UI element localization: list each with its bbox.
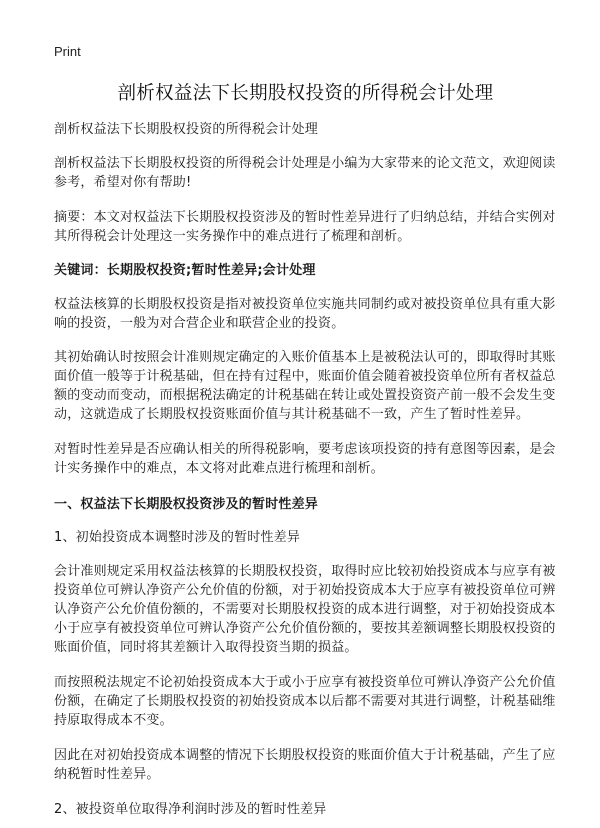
article-title: 剖析权益法下长期股权投资的所得税会计处理 [117, 83, 494, 104]
intro-paragraph: 剖析权益法下长期股权投资的所得税会计处理是小编为大家带来的论文范文，欢迎阅读参考，希望对你有帮助! [54, 156, 556, 190]
body-paragraph: 会计准则规定采用权益法核算的长期股权投资，取得时应比较初始投资成本与应享有被投资单位可辨认净资产公允价值的份额，对于初始投资成本大于应享有被投资单位可辨认净资产公允价值份额的，不需要对长期股权投资的成本进行调整，对于初始投资成本小于应享有被投资单位可辨认净资产公允价值份额的，要按其差额调整长期股权投资的账面价值，同时将其差额计入取得投资当期的损益。 [54, 564, 556, 655]
subsection-heading: 1、初始投资成本调整时涉及的暂时性差异 [54, 530, 301, 545]
keywords-line: 关键词：长期股权投资;暂时性差异;会计处理 [54, 263, 316, 278]
body-paragraph: 权益法核算的长期股权投资是指对被投资单位实施共同制约或对被投资单位具有重大影响的投资，一般为对合营企业和联营企业的投资。 [54, 297, 556, 331]
body-paragraph: 而按照税法规定不论初始投资成本大于或小于应享有被投资单位可辨认净资产公允价值份额，在确定了长期股权投资的初始投资成本以后都不需要对其进行调整，计税基础维持原取得成本不变。 [54, 675, 556, 728]
subsection-heading: 2、被投资单位取得净利润时涉及的暂时性差异 [54, 802, 327, 817]
abstract-paragraph: 摘要：本文对权益法下长期股权投资涉及的暂时性差异进行了归纳总结，并结合实例对其所得税会计处理这一实务操作中的难点进行了梳理和剖析。 [54, 210, 556, 244]
article-subtitle: 剖析权益法下长期股权投资的所得税会计处理 [54, 122, 319, 137]
section-heading: 一、权益法下长期股权投资涉及的暂时性差异 [54, 497, 319, 512]
body-paragraph: 其初始确认时按照会计准则规定确定的入账价值基本上是被税法认可的，即取得时其账面价值一般等于计税基础，但在持有过程中，账面价值会随着被投资单位所有者权益总额的变动而变动，而根据税法确定的计税基础在转让或处置投资资产前一般不会发生变动，这就造成了长期股权投资账面价值与其计税基础不一致，产生了暂时性差异。 [54, 350, 556, 422]
body-paragraph: 因此在对初始投资成本调整的情况下长期股权投资的账面价值大于计税基础，产生了应纳税暂时性差异。 [54, 748, 556, 782]
article-body [54, 120, 557, 819]
body-paragraph: 对暂时性差异是否应确认相关的所得税影响，要考虑该项投资的持有意图等因素，是会计实务操作中的难点，本文将对此难点进行梳理和剖析。 [54, 442, 556, 476]
print-link[interactable]: Print [54, 44, 81, 59]
